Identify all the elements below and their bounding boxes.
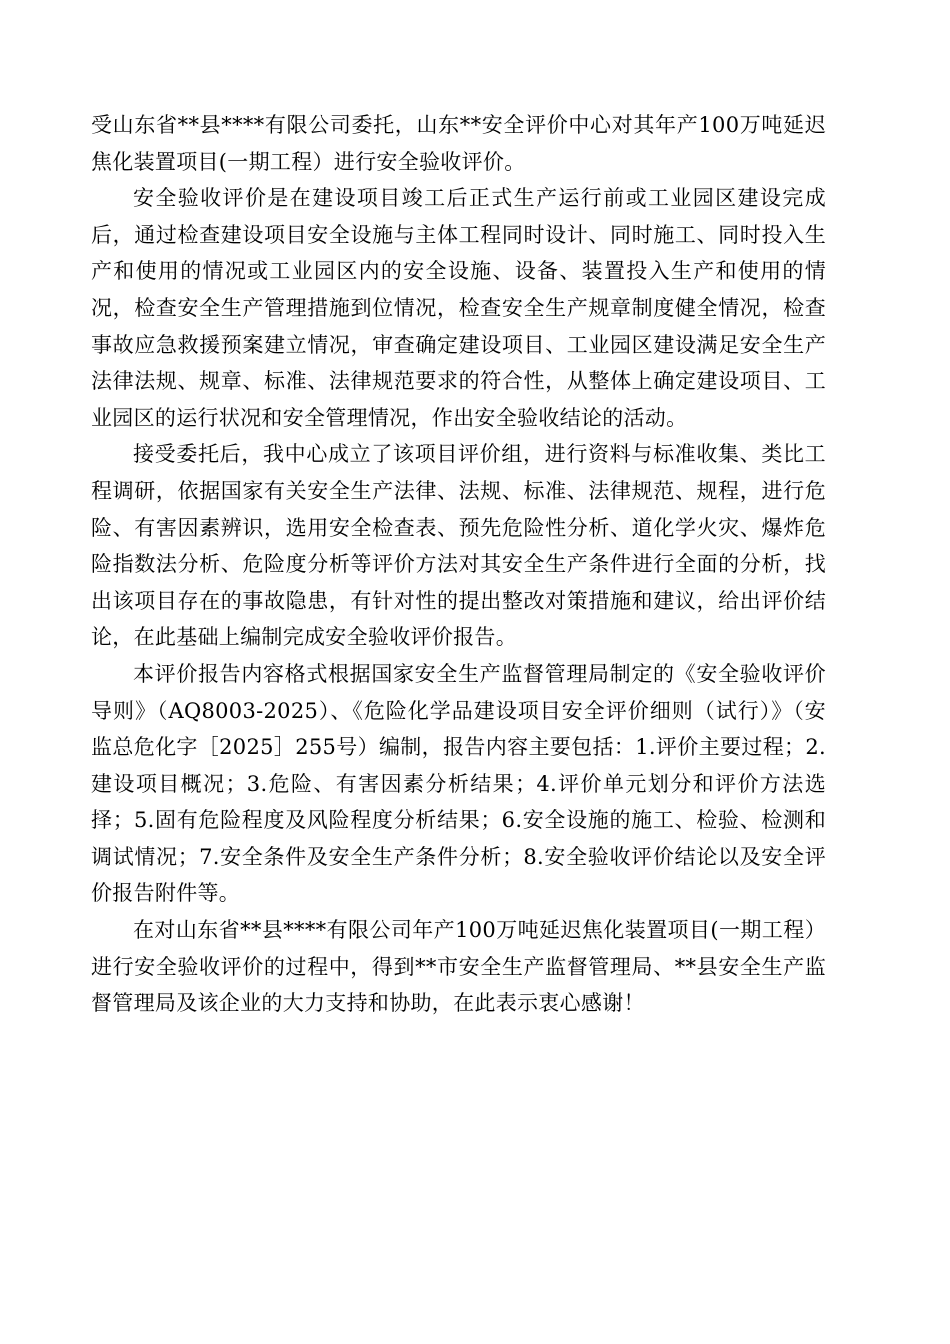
paragraph-commission: 受山东省**县****有限公司委托，山东**安全评价中心对其年产100万吨延迟焦化装置项目(一期工程）进行安全验收评价。 xyxy=(91,113,826,174)
paragraph-acknowledgement: 在对山东省**县****有限公司年产100万吨延迟焦化装置项目(一期工程）进行安全验收评价的过程中，得到**市安全生产监督管理局、**县安全生产监督管理局及该企业的大力支持和协助，在此表示衷心感谢！ xyxy=(91,918,826,1016)
paragraph-report-format: 本评价报告内容格式根据国家安全生产监督管理局制定的《安全验收评价导则》（AQ8003-2025）、《危险化学品建设项目安全评价细则（试行）》（安监总危化字［2025］255号）编制，报告内容主要包括：1.评价主要过程；2.建设项目概况；3.危险、有害因素分析结果；4.评价单元划分和评价方法选择；5.固有危险程度及风险程度分析结果；6.安全设施的施工、检验、检测和调试情况；7.安全条件及安全生产条件分析；8.安全验收评价结论以及安全评价报告附件等。 xyxy=(91,661,826,906)
paragraph-definition: 安全验收评价是在建设项目竣工后正式生产运行前或工业园区建设完成后，通过检查建设项目安全设施与主体工程同时设计、同时施工、同时投入生产和使用的情况或工业园区内的安全设施、设备、装置投入生产和使用的情况，检查安全生产管理措施到位情况，检查安全生产规章制度健全情况，检查事故应急救援预案建立情况，审查确定建设项目、工业园区建设满足安全生产法律法规、规章、标准、法律规范要求的符合性，从整体上确定建设项目、工业园区的运行状况和安全管理情况，作出安全验收结论的活动。 xyxy=(91,186,826,430)
paragraph-process: 接受委托后，我中心成立了该项目评价组，进行资料与标准收集、类比工程调研，依据国家有关安全生产法律、法规、标准、法律规范、规程，进行危险、有害因素辨识，选用安全检查表、预先危险性分析、道化学火灾、爆炸危险指数法分析、危险度分析等评价方法对其安全生产条件进行全面的分析，找出该项目存在的事故隐患，有针对性的提出整改对策措施和建议，给出评价结论，在此基础上编制完成安全验收评价报告。 xyxy=(91,442,826,650)
document-body xyxy=(91,107,826,1022)
